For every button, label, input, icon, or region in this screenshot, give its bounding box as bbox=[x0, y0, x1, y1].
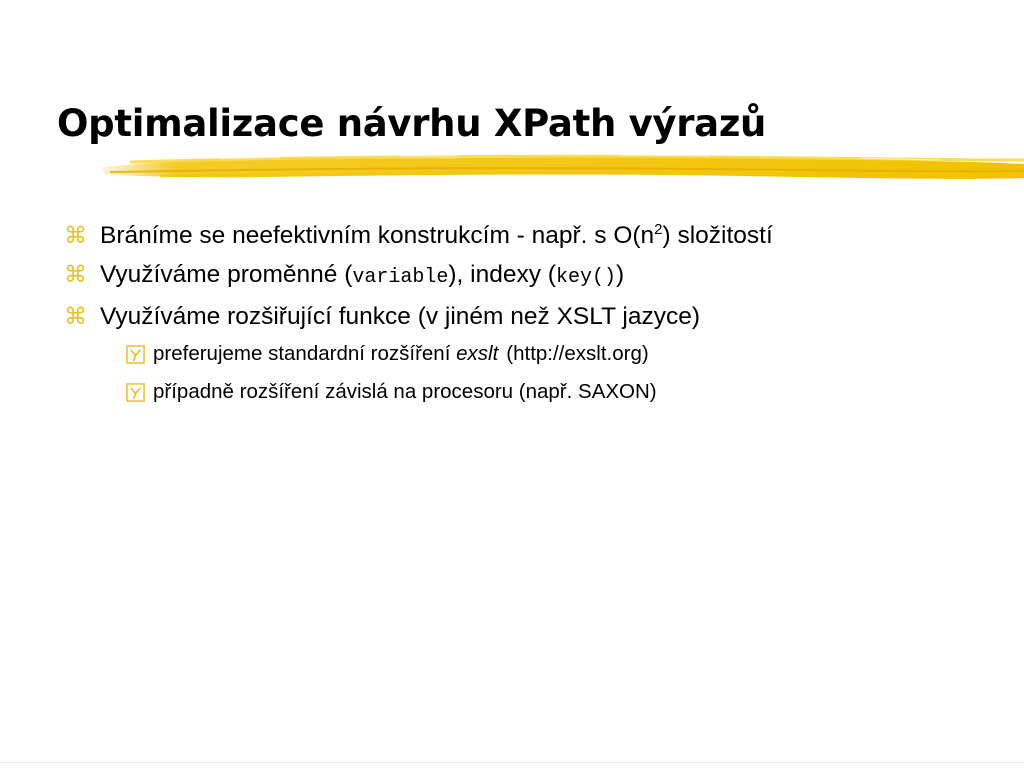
bullet-text: Využíváme proměnné (variable), indexy (key()) bbox=[100, 261, 625, 289]
bullet-text: Využíváme rozšiřující funkce (v jiném než XSLT jazyce) bbox=[100, 303, 700, 330]
title-highlighter-stroke bbox=[100, 148, 1024, 186]
command-key-icon: ⌘ bbox=[64, 222, 87, 249]
bullet-item-3 bbox=[64, 299, 700, 335]
bullet-item-1 bbox=[64, 218, 773, 254]
bullet-text: Bráníme se neefektivním konstrukcím - např. s $O(n^2)$ složitostí bbox=[100, 221, 773, 249]
subbullet-item-2 bbox=[126, 376, 657, 408]
bullet-item-2 bbox=[64, 257, 624, 293]
checkbox-check-icon bbox=[126, 345, 153, 364]
code-variable: variable bbox=[352, 266, 449, 289]
slide-footer-divider bbox=[0, 762, 1024, 763]
code-key: key() bbox=[555, 266, 616, 289]
command-key-icon: ⌘ bbox=[64, 261, 87, 288]
italic-term: exslt bbox=[456, 342, 499, 365]
superscript: 2 bbox=[654, 221, 663, 238]
subbullet-text: případně rozšíření závislá na procesoru (např. SAXON) bbox=[153, 380, 657, 403]
slide-title: Optimalizace návrhu XPath výrazů bbox=[57, 102, 767, 145]
checkbox-check-icon bbox=[126, 383, 153, 402]
command-key-icon: ⌘ bbox=[64, 303, 87, 330]
subbullet-text: preferujeme standardní rozšíření exslt (http://exslt.org) bbox=[153, 342, 649, 365]
subbullet-item-1 bbox=[126, 338, 649, 370]
